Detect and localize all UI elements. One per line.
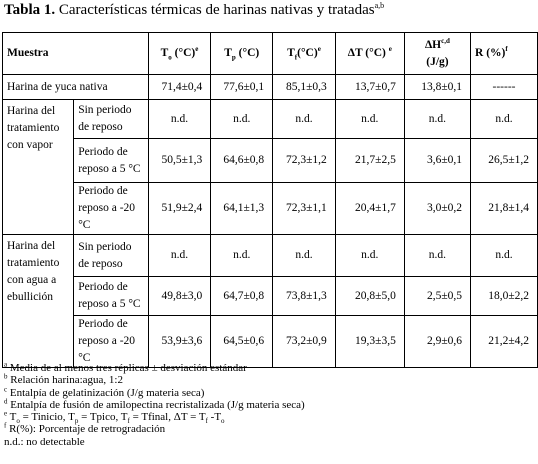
table-cell: 64,5±0,6 — [211, 316, 273, 368]
table-cell: 51,9±2,4 — [148, 183, 211, 235]
table-cell: n.d. — [211, 235, 273, 277]
footnotes — [4, 362, 305, 448]
footnote-e: $^e$ $T_o$ = Tinicio, $T_p$ = Tpico, $T_f$ = Tfinal, $\Delta T = T_f$ $-T_o$ — [4, 409, 225, 426]
table-cell: 20,8±5,0 — [335, 277, 404, 316]
table-cell: ------ — [471, 75, 538, 100]
thermal-table — [2, 32, 538, 368]
col-dh: ΔH$^{c,d}$ (J/g) — [404, 33, 470, 75]
col-dt: ΔT (°C) $^e$ — [335, 33, 404, 75]
table-cell: n.d. — [471, 100, 538, 139]
header-row — [3, 33, 538, 75]
table-cell: 20,4±1,7 — [335, 183, 404, 235]
table-cell: 21,7±2,5 — [335, 139, 404, 183]
table-cell: 71,4±0,4 — [148, 75, 211, 100]
table-cell: n.d. — [335, 235, 404, 277]
table-cell: n.d. — [211, 100, 273, 139]
table-caption — [4, 2, 384, 19]
table-cell: 64,7±0,8 — [211, 277, 273, 316]
col-muestra: Muestra — [3, 33, 149, 75]
table-cell: 77,6±0,1 — [211, 75, 273, 100]
col-tp: $T_p$ (°C) — [211, 33, 273, 75]
table-row — [3, 316, 538, 368]
table-row — [3, 235, 538, 277]
table-cell: n.d. — [273, 235, 336, 277]
table-row — [3, 75, 538, 100]
footnote-f: $^f$ R(%): Porcentaje de retrogradación — [4, 421, 166, 436]
table-cell: 18,0±2,2 — [471, 277, 538, 316]
table-cell: 53,9±3,6 — [148, 316, 211, 368]
col-to: $T_o$ $(^\circ C)^e$ — [148, 33, 211, 75]
table-cell: 2,9±0,6 — [404, 316, 470, 368]
footnote-c: $^c$ Entalpía de gelatinización (J/g materia seca) — [4, 384, 205, 399]
table-cell: 19,3±3,5 — [335, 316, 404, 368]
table-cell: 50,5±1,3 — [148, 139, 211, 183]
table-cell: 64,1±1,3 — [211, 183, 273, 235]
row-label: Harina de yuca nativa — [3, 75, 149, 100]
footnote-a: $^a$ Media de al menos tres réplicas ± desviación estándar — [4, 360, 247, 374]
table-cell: n.d. — [148, 100, 211, 139]
table-row — [3, 100, 538, 139]
table-cell: 3,6±0,1 — [404, 139, 470, 183]
sub-label: Periodo de reposo a -20 °C — [74, 316, 149, 368]
table-cell: 13,7±0,7 — [335, 75, 404, 100]
table-cell: 85,1±0,3 — [273, 75, 336, 100]
caption-sup: a,b — [374, 1, 385, 10]
table-cell: n.d. — [335, 100, 404, 139]
footnote-nd: n.d.: no detectable — [4, 435, 85, 448]
table-cell: 21,2±4,2 — [471, 316, 538, 368]
table-cell: 73,8±1,3 — [273, 277, 336, 316]
table-cell: 3,0±0,2 — [404, 183, 470, 235]
table-row — [3, 277, 538, 316]
sub-label: Periodo de reposo a 5 °C — [74, 139, 149, 183]
table-cell: 2,5±0,5 — [404, 277, 470, 316]
caption-text: Características térmicas de harinas nativas y tratadas — [58, 2, 375, 18]
table-cell: 72,3±1,1 — [273, 183, 336, 235]
table-cell: n.d. — [404, 100, 470, 139]
col-tf: $T_f(^\circ C)^e$ — [273, 33, 336, 75]
group-label: Harina del tratamiento con agua a ebullición — [3, 235, 74, 368]
table-cell: 21,8±1,4 — [471, 183, 538, 235]
col-r: R (%)$^f$ — [471, 33, 538, 75]
table-cell: n.d. — [404, 235, 470, 277]
table-cell: 73,2±0,9 — [273, 316, 336, 368]
table-cell: 64,6±0,8 — [211, 139, 273, 183]
sub-label: Sin periodo de reposo — [74, 100, 149, 139]
footnote-d: $^d$ Entalpía de fusión de amilopectina recristalizada (J/g materia seca) — [4, 397, 305, 411]
table-cell: n.d. — [148, 235, 211, 277]
table-cell: 26,5±1,2 — [471, 139, 538, 183]
table-cell: n.d. — [471, 235, 538, 277]
footnote-b: $^b$ Relación harina:agua, 1:2 — [4, 372, 123, 387]
table-cell: 13,8±0,1 — [404, 75, 470, 100]
table-cell: n.d. — [273, 100, 336, 139]
sub-label: Periodo de reposo a -20 °C — [74, 183, 149, 235]
sub-label: Sin periodo de reposo — [74, 235, 149, 277]
table-row — [3, 183, 538, 235]
caption-label: Tabla 1. — [4, 2, 56, 18]
table-row — [3, 139, 538, 183]
sub-label: Periodo de reposo a 5 °C — [74, 277, 149, 316]
table-cell: 72,3±1,2 — [273, 139, 336, 183]
group-label: Harina del tratamiento con vapor — [3, 100, 74, 235]
table-cell: 49,8±3,0 — [148, 277, 211, 316]
